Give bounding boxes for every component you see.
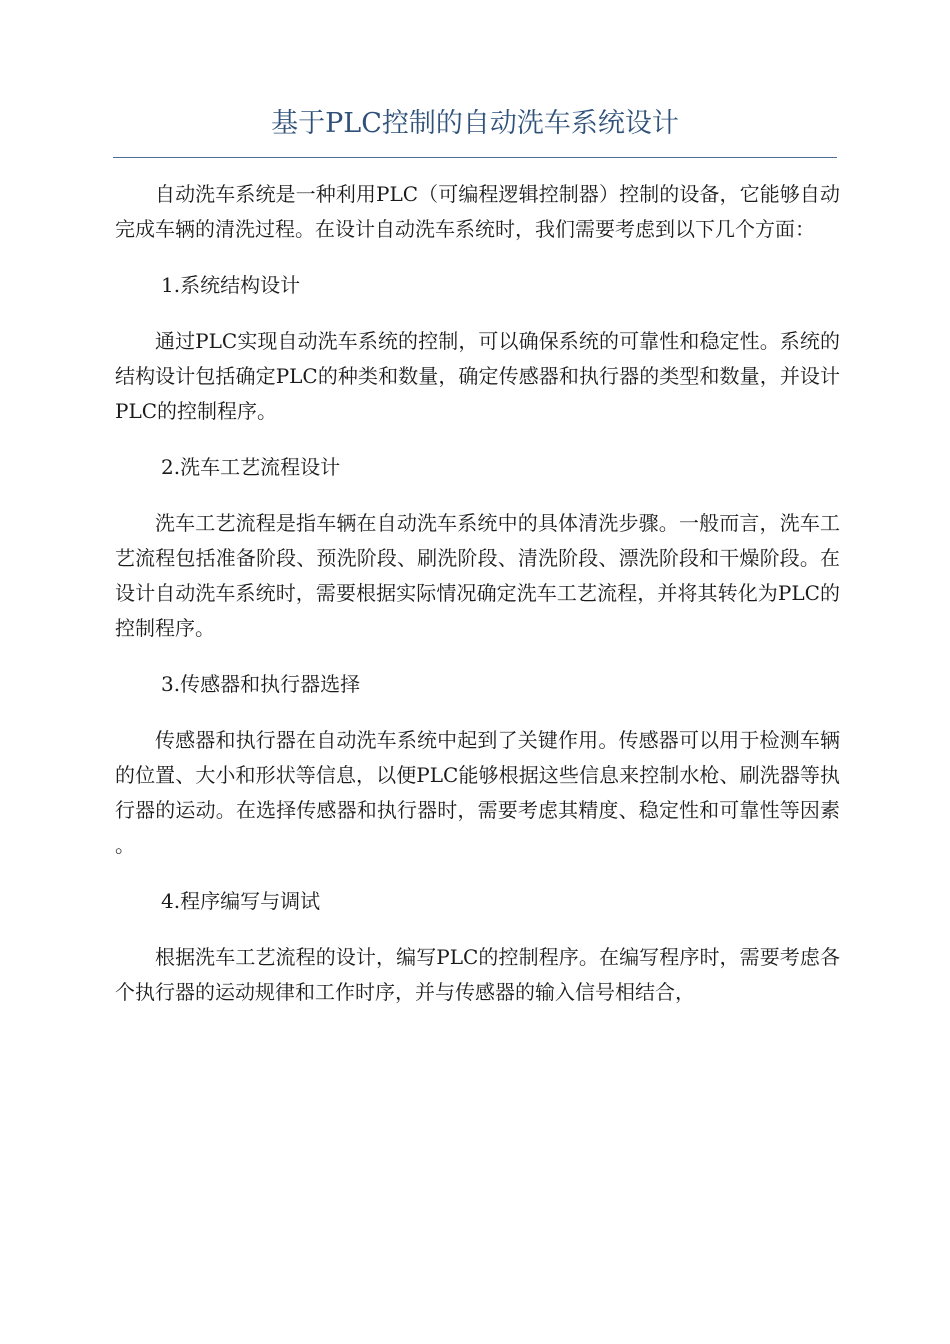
document-title: 基于PLC控制的自动洗车系统设计 bbox=[271, 108, 679, 139]
section-heading-sensors: 3.传感器和执行器选择 bbox=[161, 672, 361, 696]
section-heading-programming: 4.程序编写与调试 bbox=[161, 889, 321, 913]
title-divider bbox=[113, 157, 837, 158]
section-heading-structure: 1.系统结构设计 bbox=[161, 273, 301, 297]
section-text-programming: 根据洗车工艺流程的设计，编写PLC的控制程序。在编写程序时，需要考虑各个执行器的运动规律和工作时序，并与传感器的输入信号相结合， bbox=[115, 945, 840, 1004]
section-text-structure: 通过PLC实现自动洗车系统的控制，可以确保系统的可靠性和稳定性。系统的结构设计包括确定PLC的种类和数量，确定传感器和执行器的类型和数量，并设计PLC的控制程序。 bbox=[115, 329, 840, 423]
section-text-sensors: 传感器和执行器在自动洗车系统中起到了关键作用。传感器可以用于检测车辆的位置、大小和形状等信息，以便PLC能够根据这些信息来控制水枪、刷洗器等执行器的运动。在选择传感器和执行器时，需要考虑其精度、稳定性和可靠性等因素。 bbox=[115, 728, 840, 857]
section-text-process: 洗车工艺流程是指车辆在自动洗车系统中的具体清洗步骤。一般而言，洗车工艺流程包括准备阶段、预洗阶段、刷洗阶段、清洗阶段、漂洗阶段和干燥阶段。在设计自动洗车系统时，需要根据实际情况确定洗车工艺流程，并将其转化为PLC的控制程序。 bbox=[115, 511, 840, 640]
intro-paragraph: 自动洗车系统是一种利用PLC（可编程逻辑控制器）控制的设备，它能够自动完成车辆的清洗过程。在设计自动洗车系统时，我们需要考虑到以下几个方面： bbox=[115, 182, 840, 241]
document-body bbox=[115, 177, 840, 1031]
section-heading-process: 2.洗车工艺流程设计 bbox=[161, 455, 341, 479]
